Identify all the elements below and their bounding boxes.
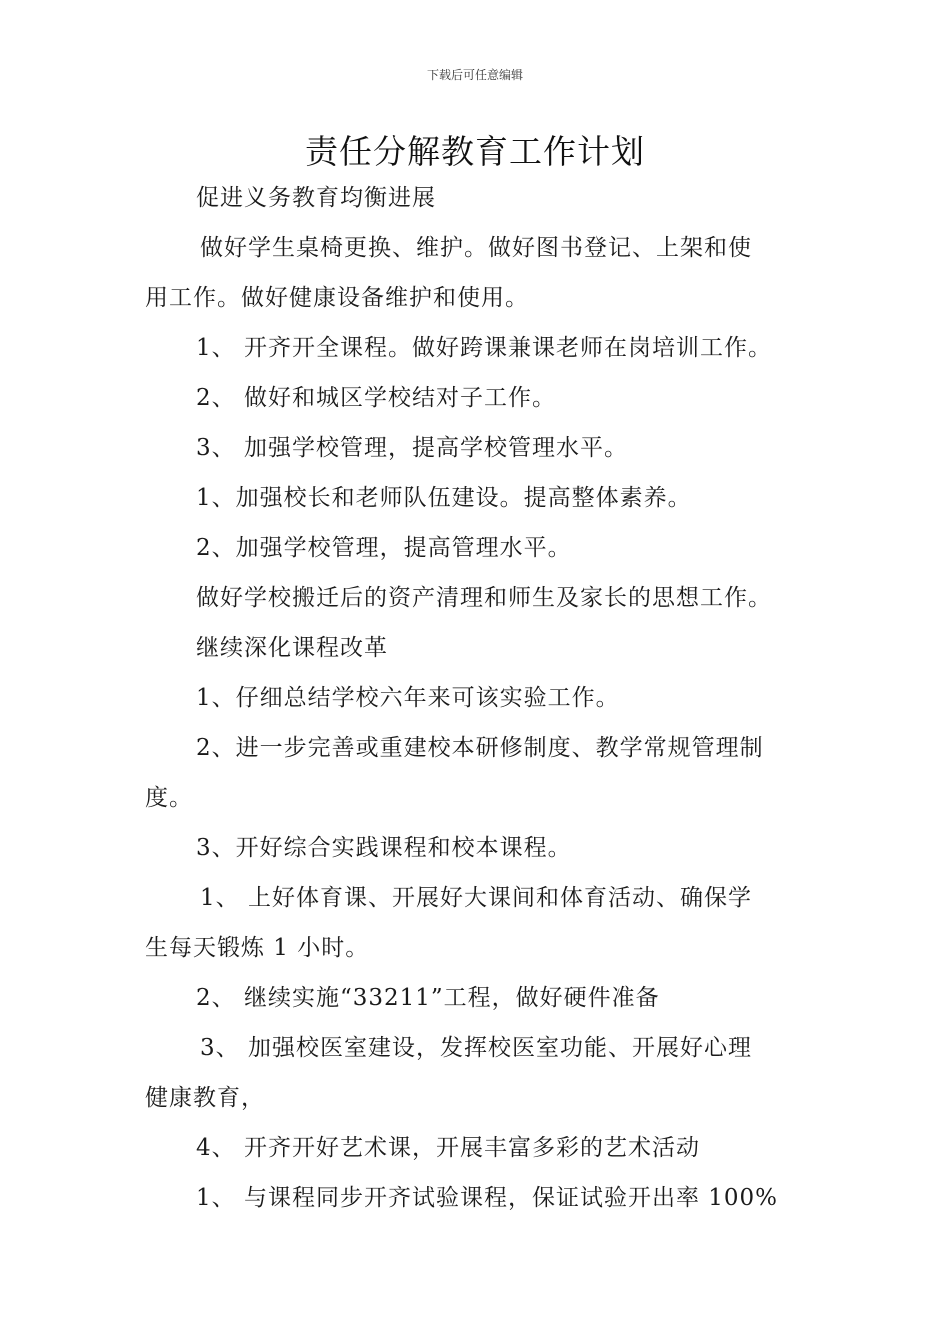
paragraph-line: 做好学校搬迁后的资产清理和师生及家长的思想工作。 [196,585,772,611]
list-item: 2、 继续实施“33211”工程，做好硬件准备 [196,985,660,1011]
list-item: 4、 开齐开好艺术课，开展丰富多彩的艺术活动 [196,1135,700,1161]
document-title: 责任分解教育工作计划 [305,132,645,171]
list-item: 1、 开齐开全课程。做好跨课兼课老师在岗培训工作。 [196,335,772,361]
list-item: 3、开好综合实践课程和校本课程。 [196,835,572,861]
paragraph-line: 度。 [145,785,193,811]
list-item: 1、 与课程同步开齐试验课程，保证试验开出率 100% [196,1185,779,1211]
list-item: 3、 加强学校管理，提高学校管理水平。 [196,435,628,461]
list-item: 2、进一步完善或重建校本研修制度、教学常规管理制 [196,735,764,761]
list-item: 1、 上好体育课、开展好大课间和体育活动、确保学 [200,885,752,911]
list-item: 1、仔细总结学校六年来可该实验工作。 [196,685,620,711]
list-item: 2、 做好和城区学校结对子工作。 [196,385,556,411]
section-heading: 继续深化课程改革 [196,635,388,661]
paragraph-line: 生每天锻炼 1 小时。 [145,935,370,961]
list-item: 1、加强校长和老师队伍建设。提高整体素养。 [196,485,692,511]
list-item: 2、加强学校管理，提高管理水平。 [196,535,572,561]
paragraph-line: 健康教育， [145,1085,265,1111]
paragraph-line: 做好学生桌椅更换、维护。做好图书登记、上架和使 [200,235,752,261]
list-item: 3、 加强校医室建设，发挥校医室功能、开展好心理 [200,1035,752,1061]
paragraph-line: 用工作。做好健康设备维护和使用。 [145,285,529,311]
page-header-note: 下载后可任意编辑 [426,68,523,82]
paragraph-line: 促进义务教育均衡进展 [196,185,436,211]
